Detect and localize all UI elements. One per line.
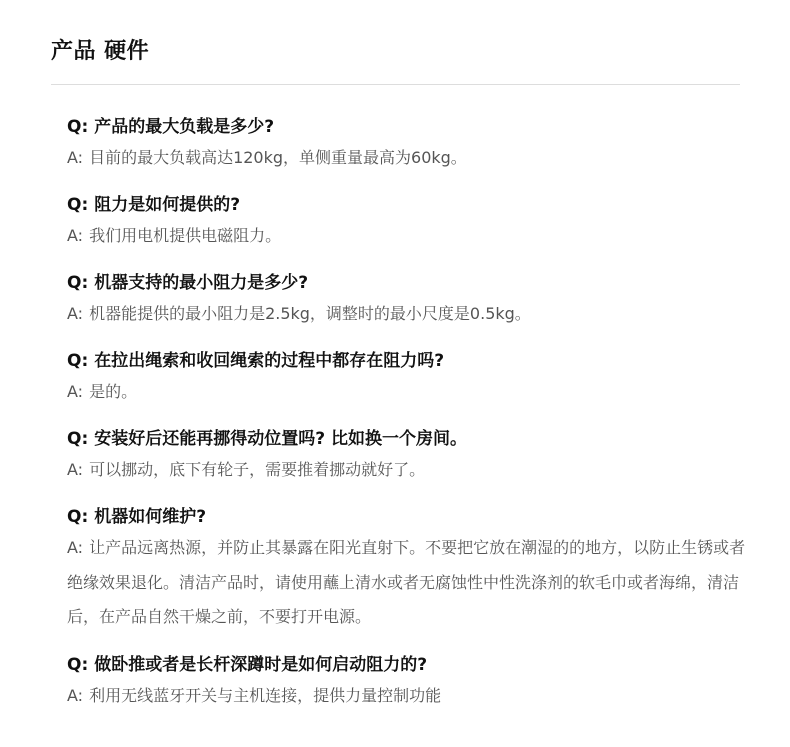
answer-prefix: A:: [67, 382, 84, 401]
faq-item: [67, 425, 747, 487]
answer-text: 利用无线蓝牙开关与主机连接，提供力量控制功能: [89, 685, 442, 705]
answer-prefix: A:: [67, 226, 84, 245]
faq-question: [67, 191, 747, 219]
question-prefix: Q:: [67, 273, 89, 293]
question-prefix: Q:: [67, 351, 89, 371]
answer-prefix: A:: [67, 304, 84, 323]
answer-prefix: A:: [67, 685, 84, 705]
faq-question: [67, 651, 747, 679]
faq-question: [67, 269, 747, 297]
question-prefix: Q:: [67, 117, 89, 137]
faq-answer: [67, 679, 747, 713]
answer-text: 让产品远离热源，并防止其暴露在阳光直射下。不要把它放在潮湿的的地方，以防止生锈或者绝缘效果退化。清洁产品时，请使用蘸上清水或者无腐蚀性中性洗涤剂的软毛巾或者海绵，清洁后，在产品自然干燥之前，不要打开电源。: [67, 538, 746, 626]
question-text: 产品的最大负载是多少?: [94, 117, 275, 137]
answer-text: 机器能提供的最小阻力是2.5kg，调整时的最小尺度是0.5kg。: [89, 304, 531, 323]
question-prefix: Q:: [67, 195, 89, 215]
faq-question: [67, 347, 747, 375]
faq-list: [67, 113, 747, 729]
answer-text: 我们用电机提供电磁阻力。: [89, 226, 282, 245]
answer-prefix: A:: [67, 538, 84, 557]
question-text: 机器支持的最小阻力是多少?: [94, 273, 309, 293]
answer-text: 可以挪动，底下有轮子，需要推着挪动就好了。: [89, 460, 426, 479]
question-text: 安装好后还能再挪得动位置吗? 比如换一个房间。: [94, 429, 468, 449]
question-prefix: Q:: [67, 429, 89, 449]
question-text: 做卧推或者是长杆深蹲时是如何启动阻力的?: [94, 654, 428, 675]
answer-text: 目前的最大负载高达120kg，单侧重量最高为60kg。: [89, 148, 467, 167]
faq-answer: [67, 375, 747, 409]
question-text: 在拉出绳索和收回绳索的过程中都存在阻力吗?: [94, 351, 445, 371]
faq-answer: [67, 531, 747, 635]
answer-prefix: A:: [67, 460, 84, 479]
answer-text: 是的。: [89, 382, 138, 401]
divider: [51, 84, 740, 85]
faq-answer: [67, 297, 747, 331]
faq-question: [67, 503, 747, 531]
faq-answer: [67, 141, 747, 175]
faq-question: [67, 113, 747, 141]
faq-item: [67, 191, 747, 253]
faq-item: [67, 269, 747, 331]
question-text: 机器如何维护?: [94, 507, 207, 527]
faq-answer: [67, 219, 747, 253]
faq-item: [67, 113, 747, 175]
faq-answer: [67, 453, 747, 487]
question-text: 阻力是如何提供的?: [94, 195, 241, 215]
question-prefix: Q:: [67, 507, 89, 527]
faq-item: [67, 503, 747, 635]
question-prefix: Q:: [67, 654, 89, 675]
section-header: [51, 37, 740, 67]
faq-question: [67, 425, 747, 453]
page-title: 产品 硬件: [51, 39, 150, 64]
answer-prefix: A:: [67, 148, 84, 167]
faq-item: [67, 651, 747, 713]
faq-item: [67, 347, 747, 409]
